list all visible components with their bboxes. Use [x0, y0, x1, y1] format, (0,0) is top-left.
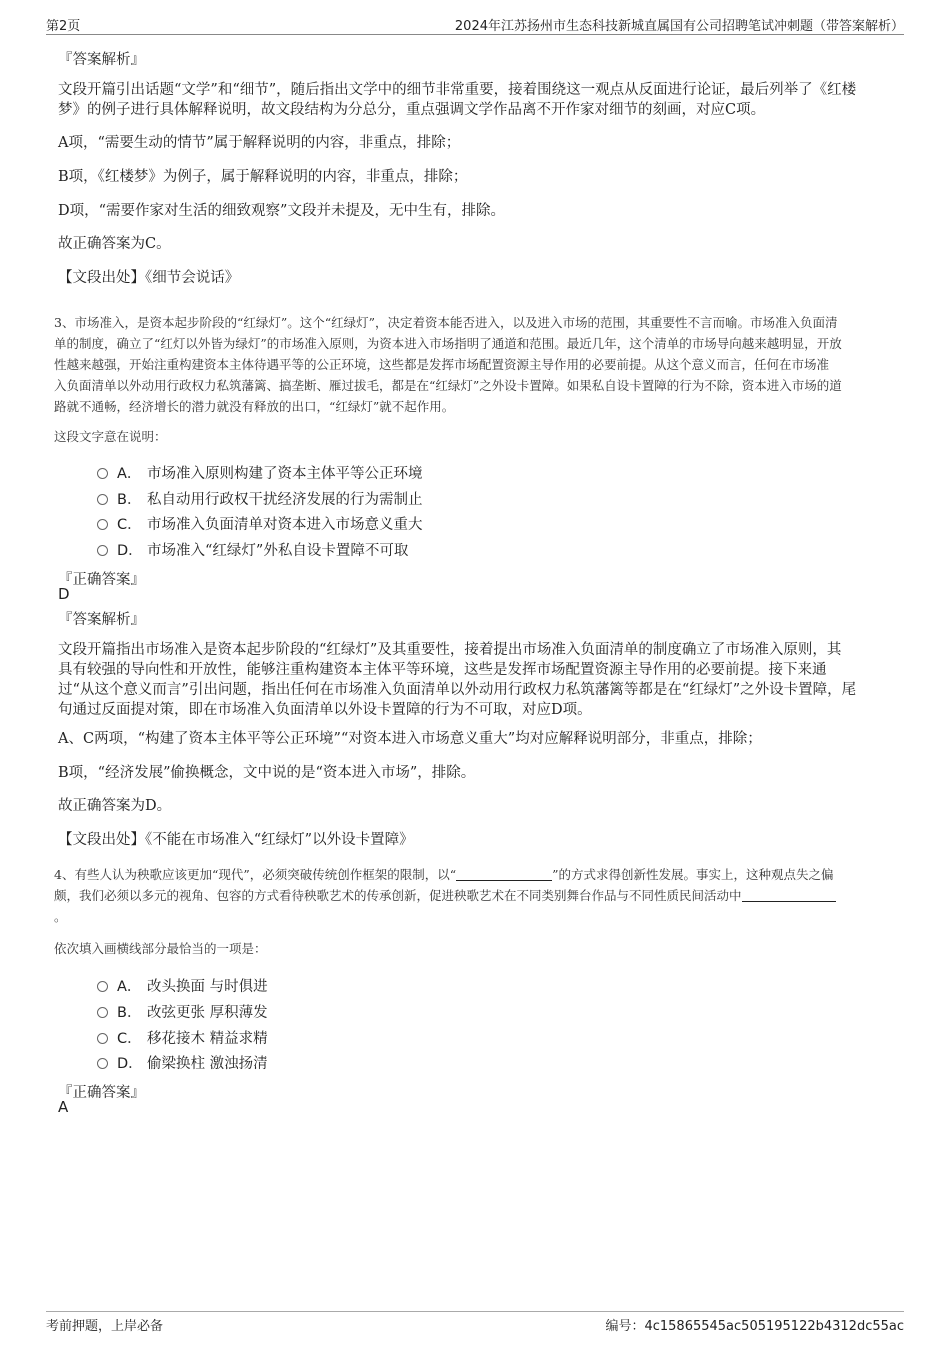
option-text: 私自动用行政权干扰经济发展的行为需制止: [147, 492, 423, 508]
q4-blank-1: [456, 866, 552, 881]
q3-analysis: [58, 640, 898, 720]
option-text: 改头换面 与时俱进: [147, 979, 268, 995]
q3-option-b[interactable]: [97, 488, 423, 510]
q4-option-a[interactable]: [97, 975, 268, 997]
radio-icon[interactable]: [97, 981, 108, 992]
option-key: A．: [117, 466, 142, 482]
option-key: B．: [117, 1005, 142, 1021]
q3-stem-line: 3、市场准入，是资本起步阶段的“红绿灯”。这个“红绿灯”，决定着资本能否进入，以及进入市场的范围，其重要性不言而喻。市场准入负面清: [54, 315, 838, 330]
option-text: 移花接木 精益求精: [147, 1031, 268, 1047]
radio-icon[interactable]: [97, 519, 108, 530]
q4-option-b[interactable]: [97, 1001, 268, 1023]
radio-icon[interactable]: [97, 468, 108, 479]
q4-stem-line: [54, 885, 904, 906]
q2-analysis-label: 『答案解析』: [58, 52, 145, 68]
q4-stem-line: 。: [54, 909, 67, 924]
radio-icon[interactable]: [97, 1007, 108, 1018]
q2-analysis-line: 文段开篇引出话题“文学”和“细节”，随后指出文学中的细节非常重要，接着围绕这一观点从反面进行论证，最后列举了《红楼: [58, 82, 857, 98]
option-text: 市场准入“红绿灯”外私自设卡置障不可取: [147, 543, 409, 559]
q3-conclusion: 故正确答案为D。: [58, 798, 172, 814]
q4-option-c[interactable]: [97, 1027, 268, 1049]
option-key: C．: [117, 517, 142, 533]
q3-stem-line: 入负面清单以外动用行政权力私筑藩篱、搞垄断、雁过拔毛，都是在“红绿灯”之外设卡置障。如果私自设卡置障的行为不除，资本进入市场的道: [54, 378, 842, 393]
q2-analysis-line: 梦》的例子进行具体解释说明，故文段结构为分总分，重点强调文学作品离不开作家对细节的刻画，对应C项。: [58, 102, 766, 118]
footer-slogan: 考前押题，上岸必备: [46, 1319, 164, 1334]
q3-analysis-line: 句通过反面提对策，即在市场准入负面清单以外设卡置障的行为不可取，对应D项。: [58, 702, 592, 718]
q2-option-a-note: A项，“需要生动的情节”属于解释说明的内容，非重点，排除；: [58, 135, 461, 151]
q3-option-ac-note: A、C两项，“构建了资本主体平等公正环境”“对资本进入市场意义重大”均对应解释说明部分，非重点，排除；: [58, 731, 762, 747]
page-number: 第2页: [46, 19, 81, 34]
q3-stem: [54, 312, 904, 417]
q3-option-c[interactable]: [97, 513, 423, 535]
q4-correct-label: 『正确答案』: [58, 1085, 145, 1101]
q3-prompt: 这段文字意在说明：: [54, 429, 167, 444]
q2-source: 【文段出处】《细节会说话》: [58, 270, 240, 286]
option-text: 改弦更张 厚积薄发: [147, 1005, 268, 1021]
q3-source: 【文段出处】《不能在市场准入“红绿灯”以外设卡置障》: [58, 832, 414, 848]
q2-option-b-note: B项，《红楼梦》为例子，属于解释说明的内容，非重点，排除；: [58, 169, 468, 185]
q4-prompt: 依次填入画横线部分最恰当的一项是：: [54, 941, 267, 956]
radio-icon[interactable]: [97, 545, 108, 556]
q3-analysis-line: 文段开篇指出市场准入是资本起步阶段的“红绿灯”及其重要性，接着提出市场准入负面清单的制度确立了市场准入原则，其: [58, 642, 842, 658]
q3-option-b-note: B项，“经济发展”偷换概念，文中说的是“资本进入市场”，排除。: [58, 765, 476, 781]
q2-option-d-note: D项，“需要作家对生活的细致观察”文段并未提及，无中生有，排除。: [58, 203, 505, 219]
option-key: A．: [117, 979, 142, 995]
q4-stem-text: 颇，我们必须以多元的视角、包容的方式看待秧歌艺术的传承创新，促进秧歌艺术在不同类别舞台作品与不同性质民间活动中: [54, 888, 742, 903]
option-text: 市场准入原则构建了资本主体平等公正环境: [147, 466, 423, 482]
radio-icon[interactable]: [97, 1058, 108, 1069]
q3-stem-line: 单的制度，确立了“红灯以外皆为绿灯”的市场准入原则，为资本进入市场指明了通道和范围。最近几年，这个清单的市场导向越来越明显，开放: [54, 336, 842, 351]
footer-code-value: 4c15865545ac505195122b4312dc55ac: [644, 1319, 904, 1334]
q3-stem-line: 性越来越强，开始注重构建资本主体待遇平等的公正环境，这些都是发挥市场配置资源主导作用的必要前提。从这个意义而言，任何在市场准: [54, 357, 830, 372]
q4-correct-answer: A: [58, 1098, 69, 1116]
option-key: D．: [117, 543, 143, 559]
q4-stem-text: 4、有些人认为秧歌应该更加“现代”，必须突破传统创作框架的限制，以“: [54, 867, 457, 882]
option-text: 偷梁换柱 激浊扬清: [147, 1056, 268, 1072]
q4-blank-2: [742, 887, 836, 902]
page-footer: [46, 1311, 904, 1336]
footer-code: [605, 1315, 904, 1334]
q3-option-a[interactable]: [97, 462, 423, 484]
radio-icon[interactable]: [97, 494, 108, 505]
radio-icon[interactable]: [97, 1033, 108, 1044]
q3-analysis-line: 具有较强的导向性和开放性，能够注重构建资本主体平等环境，这些是发挥市场配置资源主导作用的必要前提。接下来通: [58, 662, 827, 678]
q4-stem: [54, 864, 904, 927]
q3-analysis-label: 『答案解析』: [58, 612, 145, 628]
document-title: 2024年江苏扬州市生态科技新城直属国有公司招聘笔试冲刺题（带答案解析）: [454, 19, 904, 34]
option-key: B．: [117, 492, 142, 508]
q4-stem-text: ”的方式求得创新性发展。事实上，这种观点失之偏: [552, 867, 834, 882]
q3-correct-answer: D: [58, 585, 70, 603]
option-key: D．: [117, 1056, 143, 1072]
page-header: [46, 14, 904, 35]
option-key: C．: [117, 1031, 142, 1047]
q2-conclusion: 故正确答案为C。: [58, 236, 171, 252]
q3-option-d[interactable]: [97, 539, 408, 561]
q3-analysis-line: 过“从这个意义而言”引出问题，指出任何在市场准入负面清单以外动用行政权力私筑藩篱等都是在“红绿灯”之外设卡置障，尾: [58, 682, 857, 698]
option-text: 市场准入负面清单对资本进入市场意义重大: [147, 517, 423, 533]
q4-stem-line: [54, 864, 904, 885]
q4-option-d[interactable]: [97, 1052, 268, 1074]
q3-stem-line: 路就不通畅，经济增长的潜力就没有释放的出口，“红绿灯”就不起作用。: [54, 399, 455, 414]
q3-correct-label: 『正确答案』: [58, 572, 145, 588]
q2-analysis: [58, 80, 898, 120]
footer-code-label: 编号：: [605, 1319, 645, 1334]
